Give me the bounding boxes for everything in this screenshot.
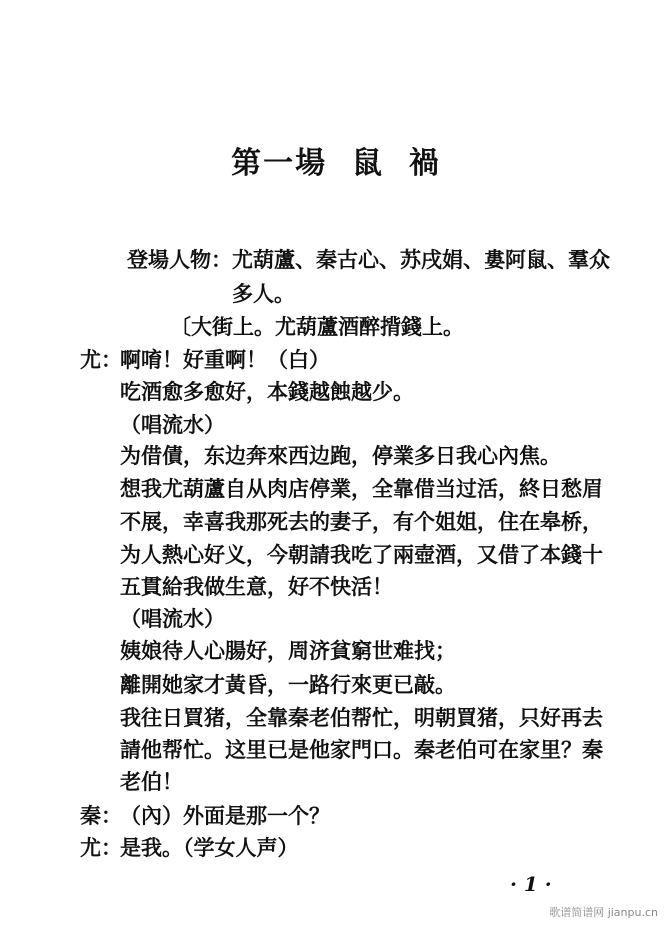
stage-direction — [170, 312, 464, 342]
dialogue-line — [80, 345, 330, 375]
line-text: 請他帮忙。这里已是他家門口。秦老伯可在家里？秦 — [120, 737, 603, 762]
line-text: 姨娘待人心腸好，周济貧窮世难找； — [120, 638, 456, 663]
page-number: · 1 · — [510, 872, 552, 896]
line-text: 想我尤葫蘆自从肉店停業，全靠借当过活，終日愁眉 — [120, 476, 603, 501]
text-line — [120, 377, 414, 407]
text-line — [120, 735, 603, 765]
speaker-label: 秦： — [80, 803, 122, 828]
line-text: 離開她家才黃昏，一路行來更已敲。 — [120, 672, 456, 697]
text-line — [120, 670, 456, 700]
line-text: 老伯！ — [120, 769, 183, 794]
line-text: 五貫給我做生意，好不快活！ — [120, 574, 393, 599]
singing-cue — [120, 604, 225, 634]
line-text: 啊唷！好重啊！（白） — [120, 347, 330, 372]
line-text: 多人。 — [232, 281, 295, 306]
line-text: 是我。（学女人声） — [120, 835, 299, 860]
text-line — [232, 279, 295, 309]
speaker-label: 尤： — [80, 835, 122, 860]
singing-cue — [120, 410, 225, 440]
dialogue-line — [80, 801, 330, 831]
line-text: 我往日買猪，全靠秦老伯帮忙，明朝買猪，只好再去 — [120, 705, 603, 730]
scene-title: 第一場 鼠 禍 — [231, 146, 441, 181]
line-text: （唱流水） — [120, 606, 225, 631]
text-line — [120, 572, 393, 602]
dialogue-line — [80, 833, 299, 863]
text-line — [120, 636, 456, 666]
text-line — [120, 507, 603, 537]
text-line — [127, 245, 610, 275]
line-text: 登場人物：尤葫蘆、秦古心、苏戌娟、婁阿鼠、羣众 — [127, 247, 610, 272]
text-line — [120, 441, 561, 471]
text-line — [120, 540, 603, 570]
text-line — [120, 703, 603, 733]
line-text: 〔大街上。尤葫蘆酒醉揹錢上。 — [170, 314, 464, 339]
line-text: 为借債，东边奔來西边跑，停業多日我心內焦。 — [120, 443, 561, 468]
watermark-text: 歌谱简谱网 jianpu.cn — [549, 906, 658, 919]
line-text: （內）外面是那一个？ — [120, 803, 330, 828]
text-line — [120, 767, 183, 797]
line-text: （唱流水） — [120, 412, 225, 437]
line-text: 吃酒愈多愈好，本錢越蝕越少。 — [120, 379, 414, 404]
text-line — [120, 474, 603, 504]
line-text: 为人熱心好义，今朝請我吃了兩壺酒，又借了本錢十 — [120, 542, 603, 567]
speaker-label: 尤： — [80, 347, 122, 372]
line-text: 不展，幸喜我那死去的妻子，有个姐姐，住在皋桥， — [120, 509, 603, 534]
